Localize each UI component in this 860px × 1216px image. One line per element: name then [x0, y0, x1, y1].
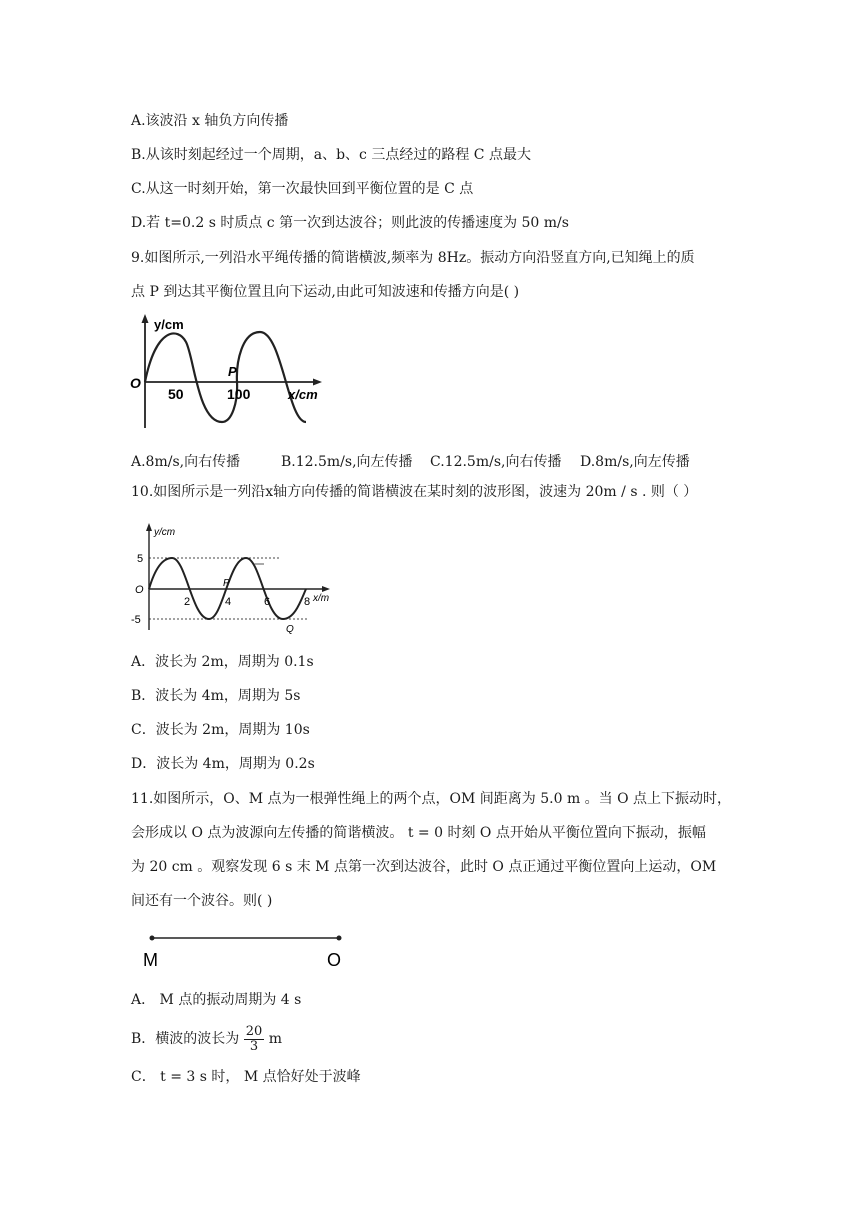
q10-option-b: B．波长为 4m，周期为 5s — [131, 688, 301, 704]
q11-option-b — [131, 1021, 282, 1057]
q9-tick-50: 50 — [168, 386, 184, 402]
q9-option-c: C.12.5m/s,向右传播 — [430, 454, 562, 470]
q9-wave-curve — [145, 332, 306, 422]
q11-fraction-denominator: 3 — [249, 1038, 259, 1054]
q11-option-b-text: B．横波的波长为 — [131, 1031, 240, 1047]
q9-ylabel: y/cm — [154, 317, 184, 332]
q11-fraction-numerator: 20 — [245, 1023, 263, 1039]
q11-option-b-unit: m — [268, 1031, 283, 1047]
q10-option-a: A．波长为 2m，周期为 0.1s — [131, 654, 314, 670]
q10-xlabel: x/m — [313, 593, 330, 604]
q10-xtick-2: 2 — [184, 596, 191, 608]
q10-origin: O — [135, 584, 144, 596]
q11-wavelength-fraction — [244, 1025, 265, 1054]
q9-option-a: A.8m/s,向右传播 — [131, 454, 241, 470]
q8-option-b: B.从该时刻起经过一个周期，a、b、c 三点经过的路程 C 点最大 — [131, 147, 531, 163]
q10-option-d: D．波长为 4m，周期为 0.2s — [131, 756, 315, 772]
q9-option-d: D.8m/s,向左传播 — [580, 454, 690, 470]
q9-stem-line1: 9.如图所示,一列沿水平绳传播的简谐横波,频率为 8Hz。振动方向沿竖直方向,已知绳上的质 — [131, 250, 695, 266]
q9-point-p: P — [228, 364, 237, 379]
q9-wave-figure — [126, 312, 326, 432]
q8-option-c: C.从这一时刻开始，第一次最快回到平衡位置的是 C 点 — [131, 181, 474, 197]
q10-xtick-4: 4 — [225, 596, 232, 608]
q8-option-d: D.若 t=0.2 s 时质点 c 第一次到达波谷；则此波的传播速度为 50 m/s — [131, 215, 569, 231]
q10-ytick-neg5: -5 — [131, 614, 141, 626]
q10-stem: 10.如图所示是一列沿x轴方向传播的简谐横波在某时刻的波形图，波速为 20m / s . 则（ ） — [131, 484, 698, 500]
q10-ytick-5: 5 — [137, 553, 144, 565]
q9-origin: O — [130, 375, 141, 391]
q11-stem-line2: 会形成以 O 点为波源向左传播的简谐横波。 t = 0 时刻 O 点开始从平衡位置向下振动，振幅 — [131, 825, 706, 841]
q11-option-a: A． M 点的振动周期为 4 s — [131, 992, 302, 1008]
q9-xlabel: x/cm — [288, 387, 318, 402]
q11-option-c: C． t = 3 s 时， M 点恰好处于波峰 — [131, 1069, 361, 1085]
q11-rope-figure — [135, 926, 360, 976]
q9-option-b: B.12.5m/s,向左传播 — [281, 454, 413, 470]
q10-point-p: P — [223, 578, 230, 589]
q11-label-m: M — [143, 950, 158, 970]
q11-label-o: O — [327, 950, 342, 970]
q8-option-a: A.该波沿 x 轴负方向传播 — [131, 113, 289, 129]
q11-stem-line1: 11.如图所示，O、M 点为一根弹性绳上的两个点，OM 间距离为 5.0 m 。当 O 点上下振动时， — [131, 791, 732, 807]
q10-option-c: C．波长为 2m，周期为 10s — [131, 722, 310, 738]
q11-stem-line3: 为 20 cm 。观察发现 6 s 末 M 点第一次到达波谷，此时 O 点正通过平衡位置向上运动，OM — [131, 859, 717, 875]
q10-ylabel: y/cm — [154, 527, 176, 538]
q10-wave-figure — [130, 520, 350, 635]
q10-point-q: Q — [286, 624, 294, 635]
q9-tick-100: 100 — [227, 386, 251, 402]
q9-stem-line2: 点 P 到达其平衡位置且向下运动,由此可知波速和传播方向是( ) — [131, 284, 520, 300]
q10-xtick-8: 8 — [304, 596, 311, 608]
q11-stem-line4: 间还有一个波谷。则( ) — [131, 893, 273, 909]
q10-xtick-6: 6 — [264, 596, 271, 608]
